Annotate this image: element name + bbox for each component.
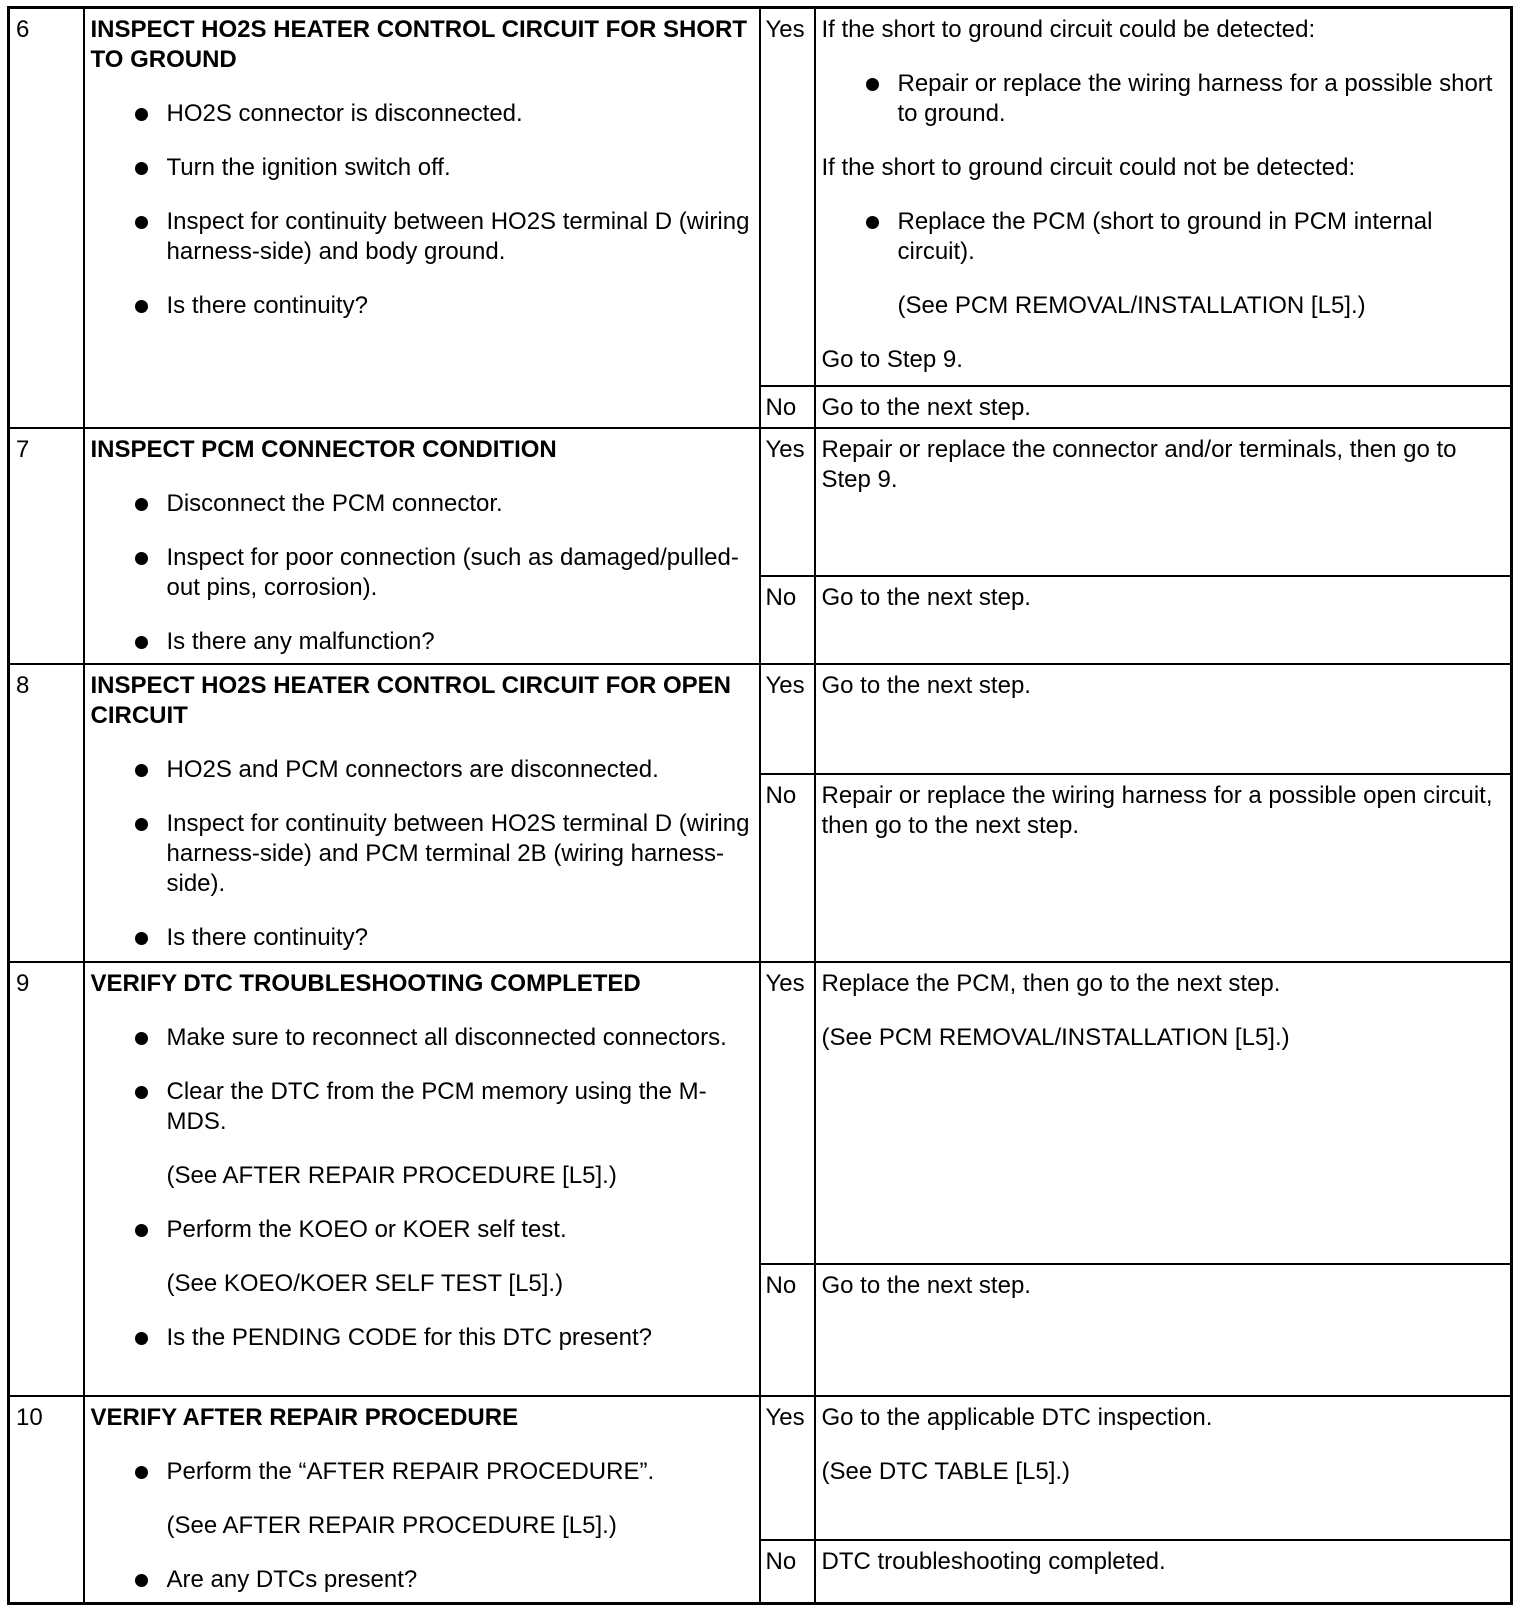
step-bullet-text: Perform the KOEO or KOER self test.: [166, 1215, 567, 1243]
step-title: INSPECT PCM CONNECTOR CONDITION: [90, 435, 557, 463]
step-bullet: Make sure to reconnect all disconnected connectors.: [135, 1023, 753, 1053]
no-action: Go to the next step.: [815, 1264, 1512, 1396]
step-bullet: Is the PENDING CODE for this DTC present?: [135, 1323, 753, 1353]
action-text: Go to the applicable DTC inspection.: [821, 1403, 1213, 1431]
yes-action: Go to the next step.: [815, 664, 1512, 774]
no-action: Go to the next step.: [815, 386, 1512, 428]
step-number: 8: [9, 664, 84, 962]
reference-link[interactable]: (See PCM REMOVAL/INSTALLATION [L5].): [821, 1023, 1290, 1051]
step-8-yes-row: [9, 664, 1512, 774]
step-bullet-text: Perform the “AFTER REPAIR PROCEDURE”.: [166, 1457, 655, 1485]
reference-link[interactable]: (See DTC TABLE [L5].): [821, 1457, 1071, 1485]
step-bullet: Inspect for continuity between HO2S terminal D (wiring harness-side) and body ground.: [135, 207, 753, 267]
yes-label: Yes: [760, 428, 815, 576]
step-bullet: HO2S connector is disconnected.: [135, 99, 753, 129]
step-number: 9: [9, 962, 84, 1396]
step-bullet: Disconnect the PCM connector.: [135, 489, 753, 519]
step-number: 7: [9, 428, 84, 664]
yes-label: Yes: [760, 8, 815, 386]
no-label: No: [760, 386, 815, 428]
step-title: INSPECT HO2S HEATER CONTROL CIRCUIT FOR OPEN CIRCUIT: [90, 671, 731, 729]
yes-label: Yes: [760, 962, 815, 1264]
yes-label: Yes: [760, 664, 815, 774]
action-text: Go to Step 9.: [821, 346, 963, 373]
step-number: 10: [9, 1396, 84, 1604]
step-bullet: Inspect for poor connection (such as damaged/pulled-out pins, corrosion).: [135, 543, 753, 603]
step-bullet-text: Clear the DTC from the PCM memory using the M-MDS.: [166, 1077, 707, 1135]
step-9-yes-row: [9, 962, 1512, 1264]
yes-action: [815, 8, 1512, 386]
yes-action: [815, 1396, 1512, 1540]
no-action: DTC troubleshooting completed.: [815, 1540, 1512, 1604]
no-label: No: [760, 1540, 815, 1604]
yes-action: Repair or replace the connector and/or terminals, then go to Step 9.: [815, 428, 1512, 576]
step-description: [84, 1396, 760, 1604]
action-text: Replace the PCM, then go to the next step.: [821, 969, 1281, 997]
step-bullet: [135, 1215, 753, 1299]
step-bullet: [135, 1457, 753, 1541]
step-description: [84, 962, 760, 1396]
step-bullet: HO2S and PCM connectors are disconnected.: [135, 755, 753, 785]
reference-link[interactable]: (See AFTER REPAIR PROCEDURE [L5].): [166, 1511, 617, 1539]
step-number: 6: [9, 8, 84, 428]
yes-action: [815, 962, 1512, 1264]
no-action: Repair or replace the wiring harness for a possible open circuit, then go to the next step.: [815, 774, 1512, 962]
step-6-yes-row: [9, 8, 1512, 386]
step-bullet: [135, 1077, 753, 1191]
step-description: [84, 664, 760, 962]
step-bullet: Is there continuity?: [135, 923, 753, 953]
no-action: Go to the next step.: [815, 576, 1512, 664]
step-bullet: Are any DTCs present?: [135, 1565, 753, 1595]
troubleshooting-page: [7, 6, 1510, 1604]
step-title: VERIFY AFTER REPAIR PROCEDURE: [90, 1403, 519, 1431]
step-description: [84, 428, 760, 664]
yes-label: Yes: [760, 1396, 815, 1540]
action-text: If the short to ground circuit could be detected:: [821, 16, 1316, 43]
step-bullet: Inspect for continuity between HO2S terminal D (wiring harness-side) and PCM terminal 2B (wiring harness-side).: [135, 809, 753, 899]
step-bullet: Turn the ignition switch off.: [135, 153, 753, 183]
no-label: No: [760, 1264, 815, 1396]
step-title: VERIFY DTC TROUBLESHOOTING COMPLETED: [90, 969, 641, 997]
action-bullet-text: Replace the PCM (short to ground in PCM internal circuit).: [897, 208, 1433, 265]
step-bullet: Is there continuity?: [135, 291, 753, 321]
action-text: If the short to ground circuit could not be detected:: [821, 154, 1356, 181]
step-7-yes-row: [9, 428, 1512, 576]
step-10-yes-row: [9, 1396, 1512, 1540]
step-title: INSPECT HO2S HEATER CONTROL CIRCUIT FOR SHORT TO GROUND: [90, 16, 747, 73]
step-bullet: Is there any malfunction?: [135, 627, 753, 657]
no-label: No: [760, 576, 815, 664]
reference-link[interactable]: (See AFTER REPAIR PROCEDURE [L5].): [166, 1161, 617, 1189]
step-description: [84, 8, 760, 428]
action-bullet: [866, 207, 1505, 321]
reference-link[interactable]: (See PCM REMOVAL/INSTALLATION [L5].): [897, 292, 1366, 319]
reference-link[interactable]: (See KOEO/KOER SELF TEST [L5].): [166, 1269, 564, 1297]
no-label: No: [760, 774, 815, 962]
troubleshooting-table: [7, 6, 1513, 1605]
action-bullet: Repair or replace the wiring harness for a possible short to ground.: [866, 69, 1505, 129]
